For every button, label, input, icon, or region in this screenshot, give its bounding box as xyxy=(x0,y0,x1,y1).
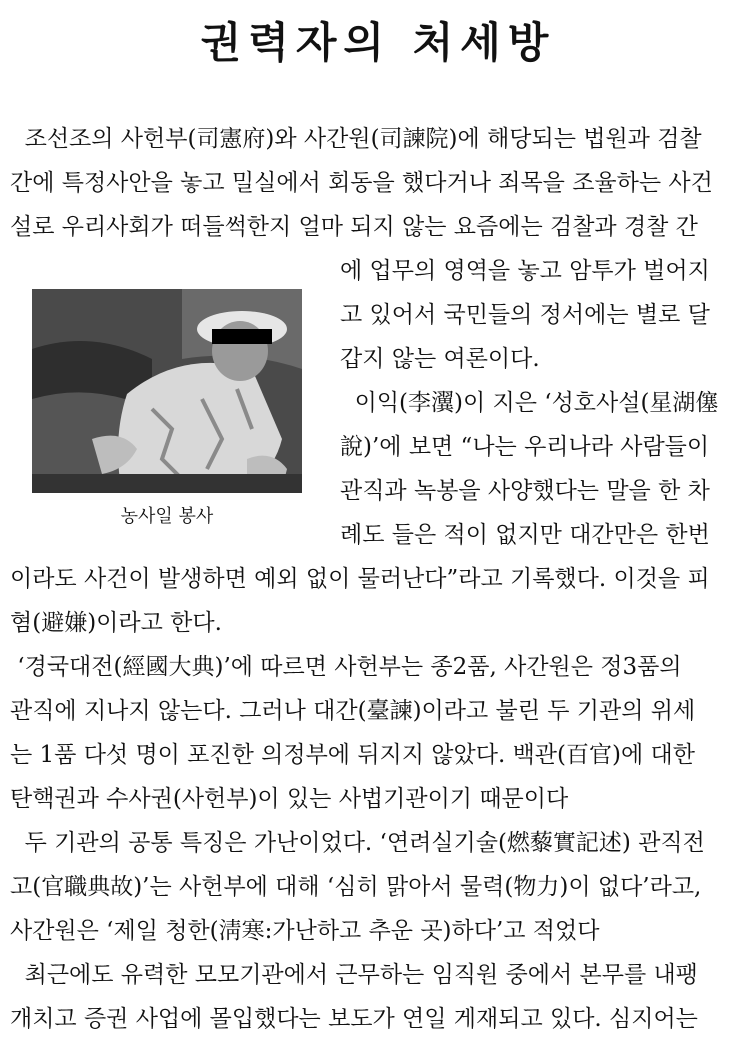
body-line: 설로 우리사회가 떠들썩한지 얼마 되지 않는 요즘에는 검찰과 경찰 간 xyxy=(10,214,698,240)
body-line: 례도 들은 적이 없지만 대간만은 한번 xyxy=(340,522,710,548)
body-line: 관직과 녹봉을 사양했다는 말을 한 차 xyxy=(340,478,710,504)
body-line: 갑지 않는 여론이다. xyxy=(340,346,540,372)
body-line: 사간원은 ‘제일 청한(淸寒:가난하고 추운 곳)하다’고 적었다 xyxy=(10,918,600,944)
body-line: 두 기관의 공통 특징은 가난이었다. ‘연려실기술(燃藜實記述) 관직전 xyxy=(10,830,705,856)
body-line: 최근에도 유력한 모모기관에서 근무하는 임직원 중에서 본무를 내팽 xyxy=(10,962,698,988)
farm-volunteer-photo xyxy=(32,289,302,493)
body-line: 탄핵권과 수사권(사헌부)이 있는 사법기관이기 때문이다 xyxy=(10,786,569,812)
body-line: 조선조의 사헌부(司憲府)와 사간원(司諫院)에 해당되는 법원과 검찰 xyxy=(10,126,702,152)
page-title: 권력자의 처세방 xyxy=(200,18,556,67)
body-line: 이라도 사건이 발생하면 예외 없이 물러난다”라고 기록했다. 이것을 피 xyxy=(10,566,710,592)
body-line: 고(官職典故)’는 사헌부에 대해 ‘심히 맑아서 물력(物力)이 없다’라고, xyxy=(10,874,702,900)
body-line: 說)’에 보면 “나는 우리나라 사람들이 xyxy=(340,434,710,460)
body-line: ‘경국대전(經國大典)’에 따르면 사헌부는 종2품, 사간원은 정3품의 xyxy=(10,654,682,680)
body-line: 간에 특정사안을 놓고 밀실에서 회동을 했다거나 죄목을 조율하는 사건 xyxy=(10,170,713,196)
body-line: 에 업무의 영역을 놓고 암투가 벌어지 xyxy=(340,258,710,284)
body-line: 이익(李瀷)이 지은 ‘성호사설(星湖僿 xyxy=(340,390,719,416)
body-line: 고 있어서 국민들의 정서에는 별로 달 xyxy=(340,302,710,328)
body-line: 개치고 증권 사업에 몰입했다는 보도가 연일 게재되고 있다. 심지어는 xyxy=(10,1006,698,1032)
body-line: 관직에 지나지 않는다. 그러나 대간(臺諫)이라고 불린 두 기관의 위세 xyxy=(10,698,696,724)
photo-caption: 농사일 봉사 xyxy=(120,506,214,527)
body-line: 는 1품 다섯 명이 포진한 의정부에 뒤지지 않았다. 백관(百官)에 대한 xyxy=(10,742,695,768)
body-line: 혐(避嫌)이라고 한다. xyxy=(10,610,222,636)
